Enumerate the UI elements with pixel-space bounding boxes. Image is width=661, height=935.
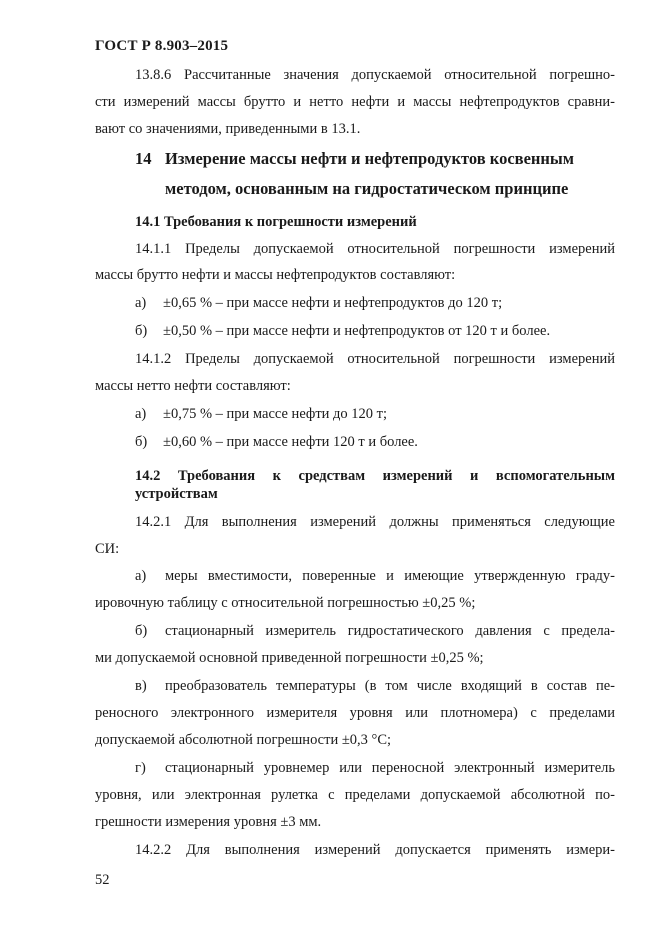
- list-marker: в): [135, 678, 147, 694]
- paragraph-line: вают со значениями, приведенными в 13.1.: [95, 121, 361, 137]
- list-marker: а): [135, 568, 147, 584]
- subsection-title: 14.1 Требования к погрешности измерений: [135, 214, 417, 230]
- document-header: ГОСТ Р 8.903–2015: [95, 38, 229, 54]
- subsection-title: устройствам: [135, 486, 218, 502]
- list-item-line: грешности измерения уровня ±3 мм.: [95, 814, 322, 830]
- paragraph-line: 14.2.1 Для выполнения измерений должны применяться следующие: [135, 514, 615, 530]
- list-marker: б): [135, 323, 148, 339]
- paragraph-line: 14.1.1 Пределы допускаемой относительной погрешности измерений: [135, 241, 615, 257]
- list-item: ±0,50 % – при массе нефти и нефтепродуктов от 120 т и более.: [163, 323, 551, 339]
- list-marker: б): [135, 434, 148, 450]
- list-item-line: реносного электронного измерителя уровня или плотномера) с пределами: [95, 705, 615, 721]
- paragraph-line: 13.8.6 Рассчитанные значения допускаемой относительной погрешно-: [135, 67, 615, 83]
- paragraph-line: сти измерений массы брутто и нетто нефти и массы нефтепродуктов сравни-: [95, 94, 615, 110]
- page-number: 52: [95, 872, 110, 888]
- list-marker: а): [135, 406, 147, 422]
- list-item-line: ми допускаемой основной приведенной погрешности ±0,25 %;: [95, 650, 484, 666]
- list-item-line: меры вместимости, поверенные и имеющие утвержденную граду-: [165, 568, 615, 584]
- list-item-line: стационарный измеритель гидростатического давления с предела-: [165, 623, 615, 639]
- list-item-line: уровня, или электронная рулетка с пределами допускаемой абсолютной по-: [95, 787, 615, 803]
- list-item-line: преобразователь температуры (в том числе входящий в состав пе-: [165, 678, 615, 694]
- paragraph-line: 14.2.2 Для выполнения измерений допускается применять измери-: [135, 842, 615, 858]
- paragraph-line: 14.1.2 Пределы допускаемой относительной погрешности измерений: [135, 351, 615, 367]
- list-item: ±0,65 % – при массе нефти и нефтепродуктов до 120 т;: [163, 295, 503, 311]
- list-item-line: допускаемой абсолютной погрешности ±0,3 °С;: [95, 732, 392, 748]
- section-number: 14: [135, 149, 152, 168]
- list-item-line: ировочную таблицу с относительной погрешностью ±0,25 %;: [95, 595, 476, 611]
- paragraph-line: СИ:: [95, 541, 120, 557]
- paragraph-line: массы брутто нефти и массы нефтепродуктов составляют:: [95, 267, 456, 283]
- list-item: ±0,60 % – при массе нефти 120 т и более.: [163, 434, 418, 450]
- paragraph-line: массы нетто нефти составляют:: [95, 378, 291, 394]
- list-marker: г): [135, 760, 146, 776]
- list-item: ±0,75 % – при массе нефти до 120 т;: [163, 406, 388, 422]
- section-title: методом, основанным на гидростатическом принципе: [165, 179, 569, 198]
- list-marker: а): [135, 295, 147, 311]
- subsection-title: 14.2 Требования к средствам измерений и вспомогательным: [135, 468, 615, 484]
- list-item-line: стационарный уровнемер или переносной электронный измеритель: [165, 760, 615, 776]
- list-marker: б): [135, 623, 148, 639]
- section-title: Измерение массы нефти и нефтепродуктов косвенным: [165, 149, 575, 168]
